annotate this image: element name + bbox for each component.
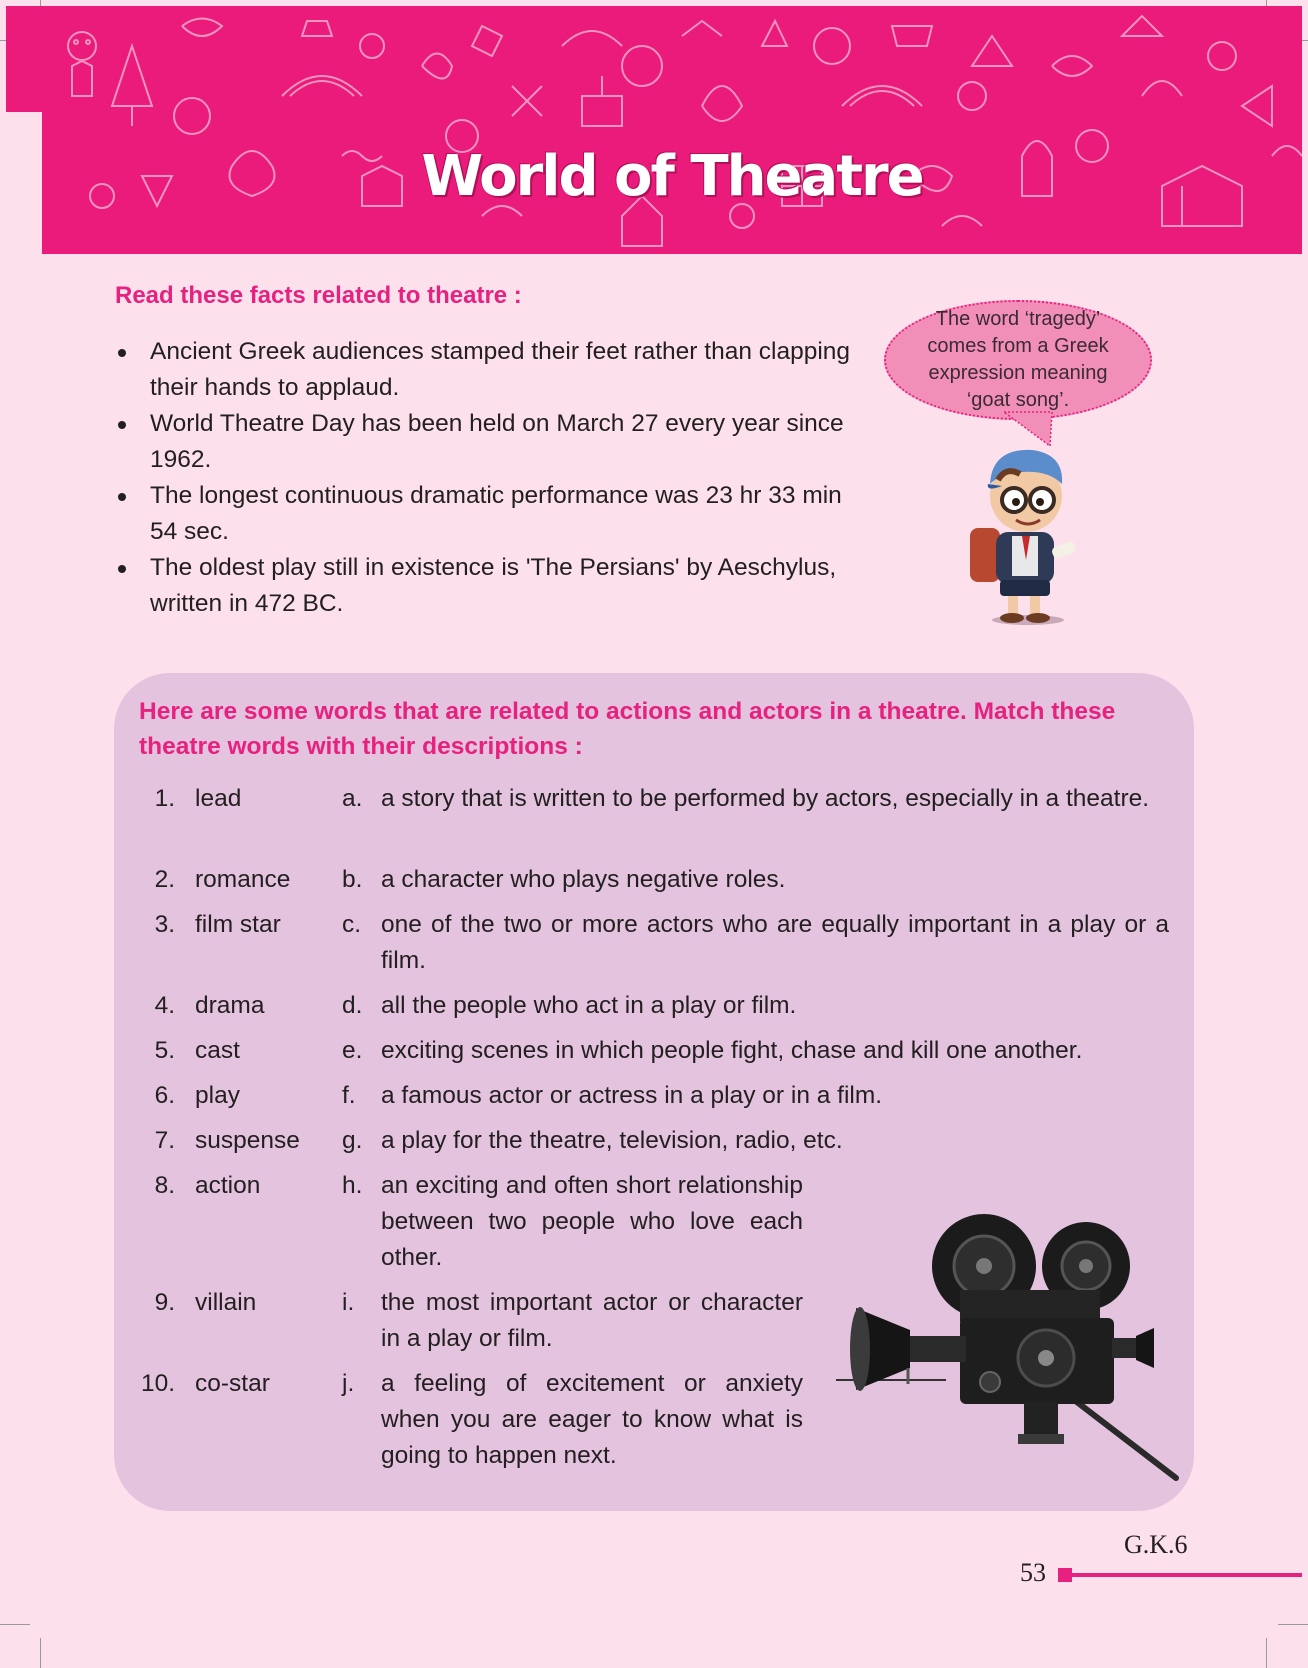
- speech-bubble-text: The word ‘tragedy’ comes from a Greek expression meaning ‘goat song’.: [927, 308, 1109, 411]
- item-number: 3.: [154, 911, 175, 938]
- banner-edge: [6, 6, 42, 112]
- description-text: a story that is written to be performed by actors, especially in a theatre.: [381, 785, 1150, 812]
- page-number: 53: [1020, 1558, 1046, 1587]
- fact-item: World Theatre Day has been held on March 27 every year since 1962.: [115, 406, 875, 478]
- theatre-word: play: [195, 1082, 240, 1109]
- page-marker: [1058, 1568, 1072, 1582]
- item-number: 8.: [154, 1172, 175, 1199]
- description-text: a character who plays negative roles.: [381, 866, 786, 893]
- description-text: a famous actor or actress in a play or in a film.: [381, 1082, 883, 1109]
- theatre-word: suspense: [195, 1127, 300, 1154]
- fact-item: The oldest play still in existence is 'The Persians' by Aeschylus, written in 472 BC.: [115, 550, 875, 622]
- description-letter: j.: [342, 1370, 355, 1397]
- theatre-word: co-star: [195, 1370, 270, 1397]
- speech-bubble: [884, 300, 1152, 420]
- facts-heading: Read these facts related to theatre :: [115, 282, 522, 309]
- theatre-word: romance: [195, 866, 291, 893]
- description-text: a play for the theatre, television, radio, etc.: [381, 1127, 843, 1154]
- description-text: a feeling of excitement or anxiety when you are eager to know what is going to happen next.: [381, 1370, 803, 1469]
- description-letter: d.: [342, 992, 363, 1019]
- item-number: 10.: [140, 1370, 175, 1397]
- item-number: 4.: [154, 992, 175, 1019]
- item-number: 6.: [154, 1082, 175, 1109]
- theatre-word: drama: [195, 992, 265, 1019]
- fact-item: Ancient Greek audiences stamped their feet rather than clapping their hands to applaud.: [115, 334, 875, 406]
- theatre-word: villain: [195, 1289, 257, 1316]
- description-text: all the people who act in a play or film.: [381, 992, 797, 1019]
- theatre-word: film star: [195, 911, 281, 938]
- description-letter: g.: [342, 1127, 363, 1154]
- description-text: the most important actor or character in a play or film.: [381, 1289, 803, 1352]
- item-number: 2.: [154, 866, 175, 893]
- theatre-word: cast: [195, 1037, 240, 1064]
- item-number: 7.: [154, 1127, 175, 1154]
- description-text: an exciting and often short relationship between two people who love each other.: [381, 1172, 803, 1271]
- fact-item: The longest continuous dramatic performance was 23 hr 33 min 54 sec.: [115, 478, 875, 550]
- crop-mark: [40, 1638, 41, 1668]
- description-letter: i.: [342, 1289, 355, 1316]
- description-text: one of the two or more actors who are equally important in a play or a film.: [381, 911, 1169, 974]
- page-rule: [1072, 1573, 1302, 1577]
- description-letter: c.: [342, 911, 362, 938]
- doodle-pattern: [42, 6, 1302, 254]
- description-letter: b.: [342, 866, 363, 893]
- theatre-word: action: [195, 1172, 261, 1199]
- match-instruction: Here are some words that are related to actions and actors in a theatre. Match these theatre words with their descriptions :: [139, 698, 1116, 760]
- crop-mark: [0, 1624, 30, 1625]
- item-number: 5.: [154, 1037, 175, 1064]
- title-banner: [42, 6, 1302, 254]
- description-letter: a.: [342, 785, 363, 812]
- page-title: World of Theatre: [421, 144, 923, 209]
- crop-mark: [1266, 1638, 1267, 1668]
- description-text: exciting scenes in which people fight, chase and kill one another.: [381, 1037, 1083, 1064]
- cartoon-boy-illustration: [962, 440, 1086, 626]
- theatre-word: lead: [195, 785, 242, 812]
- book-code: G.K.6: [1124, 1530, 1188, 1559]
- item-number: 9.: [154, 1289, 175, 1316]
- item-number: 1.: [154, 785, 175, 812]
- film-camera-illustration: [836, 1196, 1186, 1486]
- description-letter: h.: [342, 1172, 363, 1199]
- description-letter: f.: [342, 1082, 356, 1109]
- facts-list: [115, 334, 875, 622]
- description-letter: e.: [342, 1037, 363, 1064]
- crop-mark: [1278, 1624, 1308, 1625]
